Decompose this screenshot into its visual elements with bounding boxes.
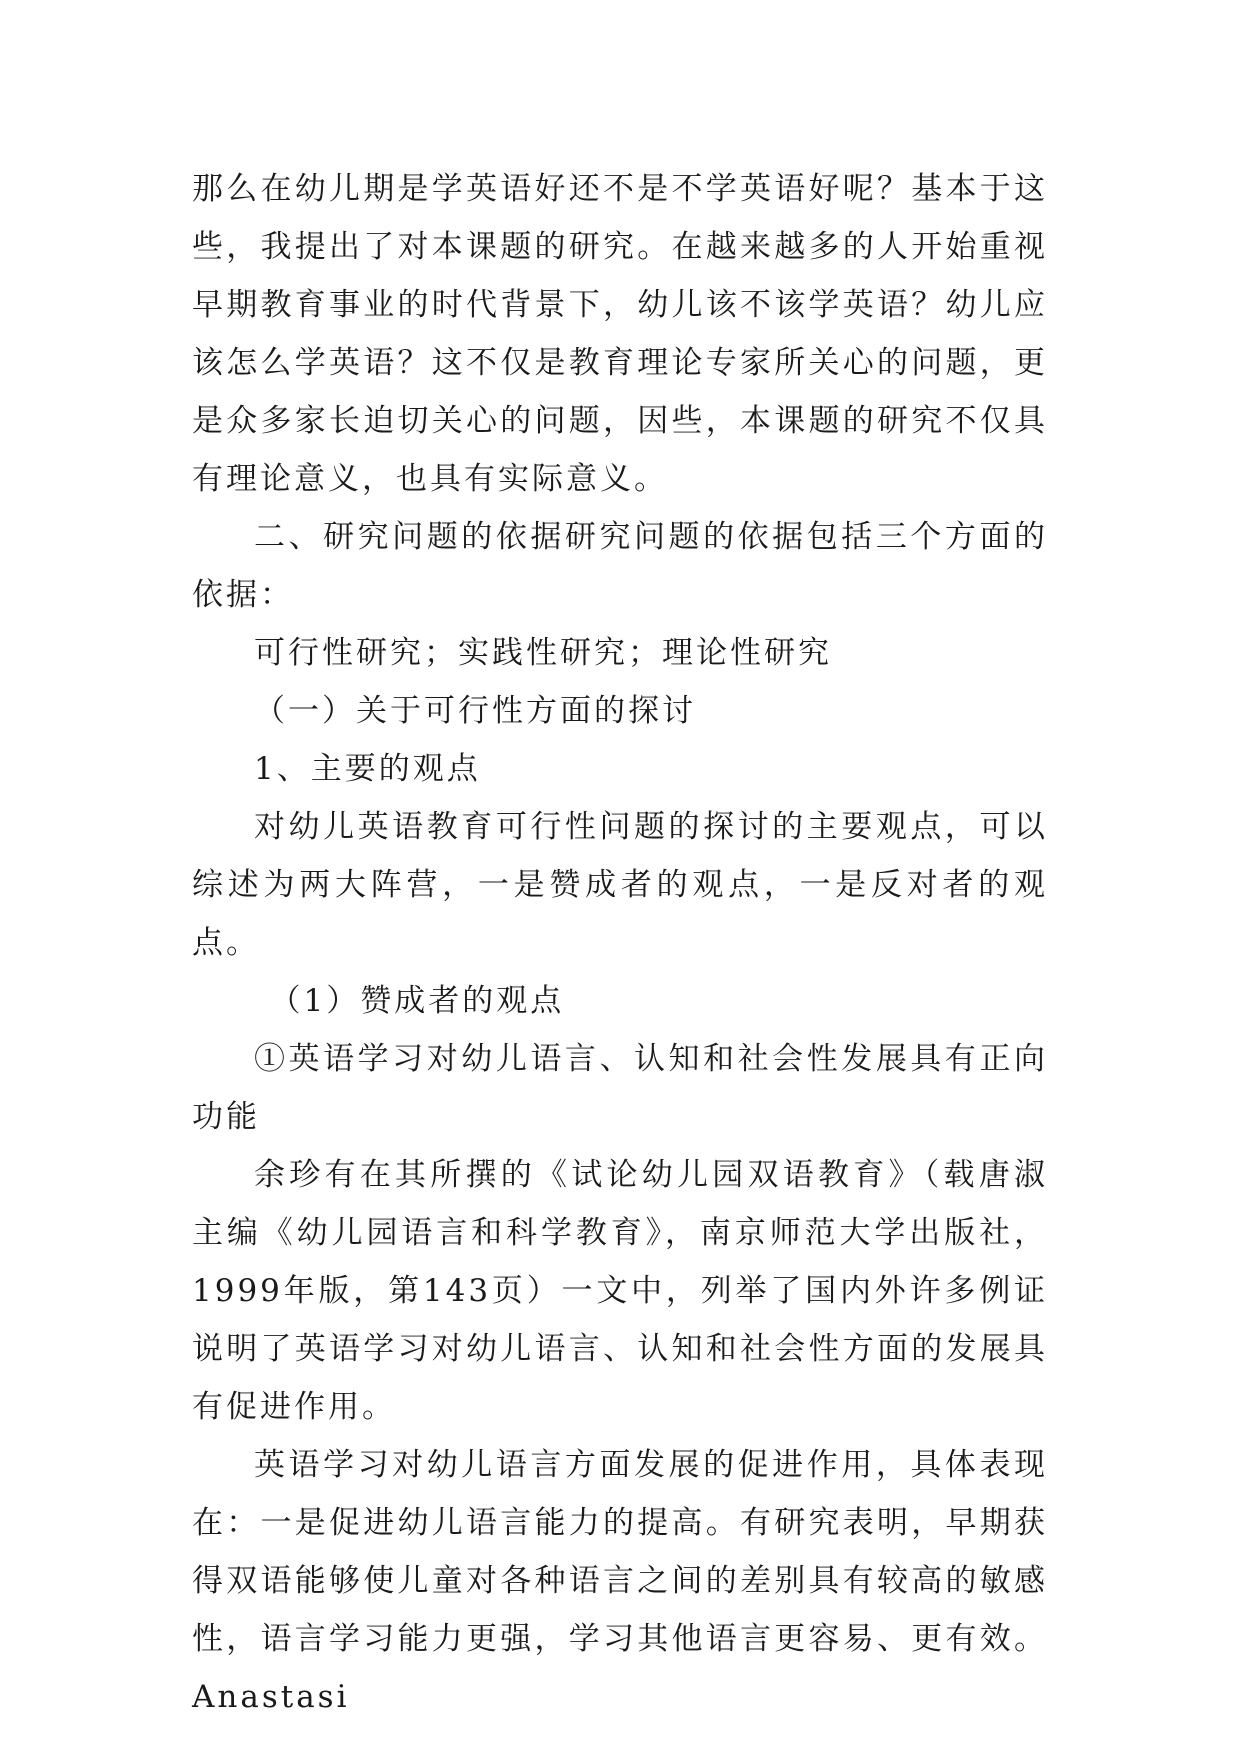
paragraph-supporters-heading: （1）赞成者的观点	[269, 983, 565, 1019]
document-body	[192, 160, 1048, 1726]
paragraph-section-two-heading: 二、研究问题的依据研究问题的依据包括三个方面的依据：	[192, 519, 1048, 613]
paragraph-subsection-one-heading: （一）关于可行性方面的探讨	[254, 693, 696, 729]
paragraph-point-one-heading: ①英语学习对幼儿语言、认知和社会性发展具有正向功能	[192, 1041, 1048, 1135]
paragraph-yu-zhenyou-citation: 余珍有在其所撰的《试论幼儿园双语教育》（载唐淑主编《幼儿园语言和科学教育》，南京师范大学出版社，1999年版，第143页）一文中，列举了国内外许多例证说明了英语学习对幼儿语言、认知和社会性方面的发展具有促进作用。	[192, 1157, 1048, 1425]
paragraph-language-benefits: 英语学习对幼儿语言方面发展的促进作用，具体表现在：一是促进幼儿语言能力的提高。有研究表明，早期获得双语能够使儿童对各种语言之间的差别具有较高的敏感性，语言学习能力更强，学习其他语言更容易、更有效。Anastasi	[192, 1447, 1048, 1715]
paragraph-main-viewpoints-heading: 1、主要的观点	[254, 751, 481, 787]
paragraph-research-types: 可行性研究；实践性研究；理论性研究	[254, 635, 832, 671]
paragraph-viewpoints-summary: 对幼儿英语教育可行性问题的探讨的主要观点，可以综述为两大阵营，一是赞成者的观点，一是反对者的观点。	[192, 809, 1048, 961]
paragraph-intro-continued: 那么在幼儿期是学英语好还不是不学英语好呢？基本于这些，我提出了对本课题的研究。在越来越多的人开始重视早期教育事业的时代背景下，幼儿该不该学英语？幼儿应该怎么学英语？这不仅是教育理论专家所关心的问题，更是众多家长迫切关心的问题，因些，本课题的研究不仅具有理论意义，也具有实际意义。	[192, 171, 1048, 497]
